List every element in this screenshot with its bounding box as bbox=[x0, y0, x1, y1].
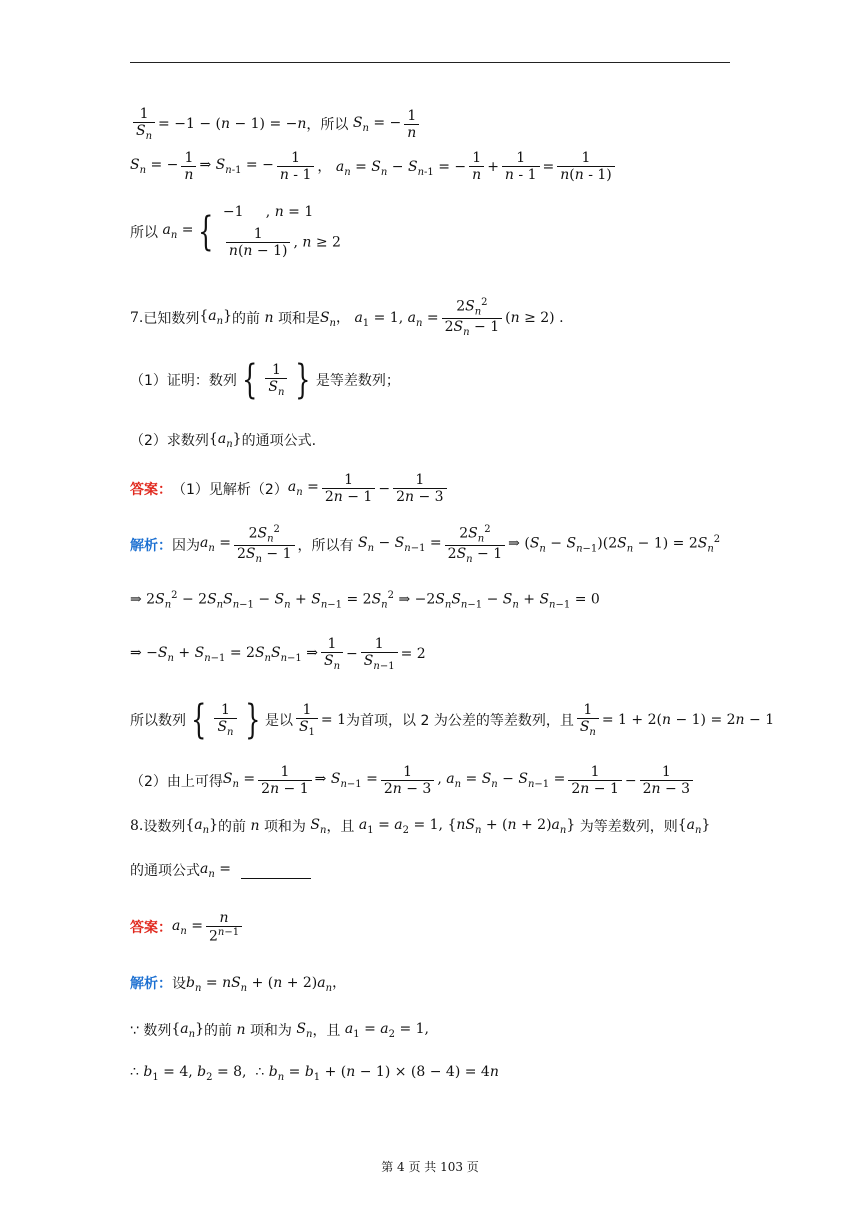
q7-analysis-2: ⇒ $2S_n^2 - 2S_nS_{n-1} - S_n + S_{n-1} = 2S_n^2$ ⇒ $-2S_nS_{n-1} - S_n + S_{n-1} = 0$ bbox=[130, 590, 600, 611]
q7-conclude-text: 是以 bbox=[264, 713, 293, 729]
q7-analysis-3: ⇒ $-S_n + S_{n-1} = 2S_nS_{n-1}$ ⇒ $\frac{1}{S_n}$ − $\frac{1}{S_{n-1}}$ = 2 bbox=[130, 636, 426, 672]
q7-analysis-text: ，所以有 bbox=[297, 537, 354, 554]
text-so: ，所以 bbox=[306, 117, 349, 134]
q7-part1-label: （1）证明：数列 bbox=[130, 373, 237, 389]
q8-text: ，且 bbox=[326, 819, 355, 835]
q8-text: 的前 bbox=[218, 819, 247, 835]
q7-analysis-4: 所以数列 { $\frac{1}{S_n}$ } 是以 $\frac{1}{S_1}$ = 1 为首项，以 2 为公差的等差数列，且 $\frac{1}{S_n}$ = 1 + 2(n − 1) = 2n − 1 bbox=[130, 697, 775, 743]
formula-line-2: $S_n$ = − $\frac{1}{n}$ ⇒ $S_{n-1}$ = − $\frac{1}{n - 1}$ ， $a_n = S_n - S_{n-1}$ = − $\frac{1}{n}$ + $\frac{1}{n - 1}$ = $\frac{1}{n(n - 1)}$ bbox=[130, 150, 618, 183]
q8-text: 项和为 bbox=[263, 819, 306, 835]
q8-analysis-3: ∴ $b_1 = 4$, $b_2 = 8$, ∴ $b_n = b_1 + (n - 1) \times (8 - 4) = 4n$ bbox=[130, 1064, 499, 1083]
header-rule bbox=[130, 62, 730, 63]
q8-answer: 答案： $a_n$ = $\frac{n}{2^{n-1}}$ bbox=[130, 910, 245, 945]
answer-label: 答案： bbox=[130, 920, 172, 937]
q8-because: ，且 bbox=[312, 1023, 341, 1039]
q7-analysis-1: 解析： 因为 $a_n$ = $\frac{2S_n^2}{2S_n - 1}$ ，所以有 $S_n - S_{n-1}$ = $\frac{2S_n^2}{2S_n - 1}$ ⇒ $(S_n - S_{n-1})(2S_n - 1) = 2S_n^2$ bbox=[130, 524, 721, 565]
question-7-number: 7. bbox=[130, 309, 144, 326]
q7-text: 项和是 bbox=[277, 310, 320, 327]
q8-because: 的前 bbox=[204, 1023, 233, 1039]
q7-answer-text: （1）见解析（2） bbox=[172, 481, 288, 498]
q7-text: 已知数列 bbox=[143, 310, 200, 327]
q8-text: 设数列 bbox=[143, 819, 186, 835]
question-8-cont: 的通项公式 $a_n$ = bbox=[130, 860, 311, 880]
q8-because: ∵ 数列 bbox=[130, 1023, 172, 1039]
q8-text: 为等差数列，则 bbox=[579, 819, 678, 835]
q8-analysis-text: 设 bbox=[172, 975, 186, 992]
q7-part2-end: 的通项公式. bbox=[241, 433, 317, 449]
formula-line-3: 所以 $a_n$ = { −1 , n = 1 $\frac{1}{n(n - 1)}$ , n ≥ 2 bbox=[130, 204, 341, 260]
q7-analysis-5: （2）由上可得 $S_n$ = $\frac{1}{2n - 1}$ ⇒ $S_{n-1}$ = $\frac{1}{2n - 3}$ , $a_n = S_n - S_{n-1}$ = $\frac{1}{2n - 1}$ − $\frac{1}{2n - 3}$ bbox=[130, 764, 696, 797]
q8-analysis-2: ∵ 数列 $\{a_n\}$ 的前 n 项和为 $S_n$ ，且 $a_1 = a_2 = 1$, bbox=[130, 1020, 429, 1040]
q7-part1-end: 是等差数列； bbox=[315, 373, 400, 389]
q7-conclude-text: 为首项，以 2 为公差的等差数列，且 bbox=[346, 713, 574, 729]
q7-part2-label: （2）求数列 bbox=[130, 433, 209, 449]
q7-part-1: （1）证明：数列 { $\frac{1}{S_n}$ } 是等差数列； bbox=[130, 357, 400, 403]
answer-label: 答案： bbox=[130, 481, 172, 498]
q8-analysis-1: 解析： 设 $b_n = nS_n + (n + 2)a_n$， bbox=[130, 972, 346, 994]
q7-answer: 答案： （1）见解析（2） $a_n$ = $\frac{1}{2n - 1}$ − $\frac{1}{2n - 3}$ bbox=[130, 472, 450, 505]
text-so-2: 所以 bbox=[130, 224, 158, 241]
q8-text: 的通项公式 bbox=[130, 863, 200, 879]
analysis-label: 解析： bbox=[130, 537, 172, 554]
analysis-label: 解析： bbox=[130, 975, 172, 992]
q7-conclude-text: 所以数列 bbox=[130, 713, 186, 729]
q7-part-2: （2）求数列 $\{a_n\}$ 的通项公式. bbox=[130, 430, 317, 450]
page-footer: 第 4 页 共 103 页 bbox=[381, 1160, 479, 1174]
q7-part2-sol: （2）由上可得 bbox=[130, 773, 223, 790]
formula-line-1: $\frac{1}{S_n}$ = −1 − (n − 1) = −n ，所以 $S_n$ = − $\frac{1}{n}$ bbox=[130, 106, 422, 142]
q7-text: 的前 bbox=[232, 310, 261, 327]
q8-because: 项和为 bbox=[249, 1023, 292, 1039]
question-8: 8. 设数列 $\{a_n\}$ 的前 n 项和为 $S_n$ ，且 $a_1 = a_2 = 1$, $\{nS_n + (n + 2)a_n\}$ 为等差数列，则 $\{a_n\}$ bbox=[130, 816, 711, 836]
question-8-number: 8. bbox=[130, 818, 144, 834]
q7-analysis-text: 因为 bbox=[172, 537, 200, 554]
question-7: 7. 已知数列 $\{a_n\}$ 的前 n 项和是 $S_n$， $a_1 = 1$, $a_n$ = $\frac{2S_n^2}{2S_n - 1}$ (n ≥ 2) . bbox=[130, 297, 564, 338]
answer-blank[interactable] bbox=[241, 862, 311, 879]
